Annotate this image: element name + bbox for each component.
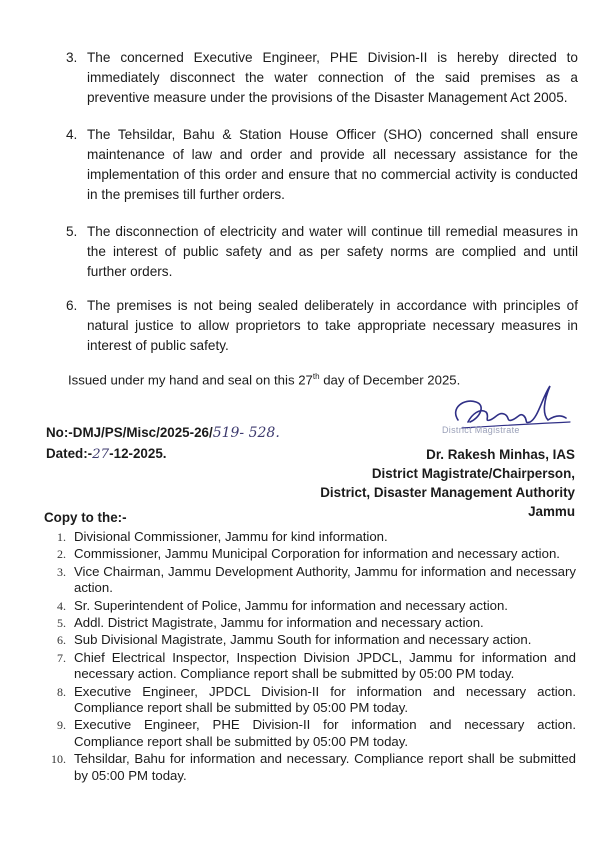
copy-to-heading: Copy to the:- xyxy=(44,510,127,525)
list-item xyxy=(46,717,576,750)
paragraph-5 xyxy=(66,222,578,282)
list-text: Chief Electrical Inspector, Inspection Division JPDCL, Jammu for information and necessary action. Compliance report shall be submitted by 05:00 PM today. xyxy=(74,649,576,682)
paragraph-6 xyxy=(66,296,578,356)
stamp-text: District Magistrate xyxy=(442,425,520,435)
paragraph-4 xyxy=(66,125,578,205)
list-number: 3. xyxy=(57,564,66,579)
paragraph-number: 3. xyxy=(66,50,78,65)
paragraph-number: 6. xyxy=(66,298,78,313)
list-text: Tehsildar, Bahu for information and necessary. Compliance report shall be submitted by 05:00 PM today. xyxy=(74,751,576,783)
paragraph-text: The Tehsildar, Bahu & Station House Officer (SHO) concerned shall ensure maintenance of law and order and provide all necessary assistance for the implementation of this order and ensure that no commercial activity is conducted in the premises till further orders. xyxy=(87,127,578,202)
reference-number xyxy=(46,425,280,441)
list-item xyxy=(46,684,576,717)
list-item xyxy=(46,529,576,545)
list-item xyxy=(46,650,576,683)
list-text: Executive Engineer, JPDCL Division-II for information and necessary action. Compliance report shall be submitted by 05:00 PM today. xyxy=(74,683,576,716)
list-text: Vice Chairman, Jammu Development Authority, Jammu for information and necessary action. xyxy=(74,563,576,596)
paragraph-number: 5. xyxy=(66,224,78,239)
list-number: 10. xyxy=(51,752,66,767)
list-number: 7. xyxy=(57,650,66,665)
issued-text-end: day of December 2025. xyxy=(319,372,461,388)
list-text: Addl. District Magistrate, Jammu for information and necessary action. xyxy=(74,615,484,631)
list-text: Executive Engineer, PHE Division-II for information and necessary action. Compliance report shall be submitted by 05:00 PM today. xyxy=(74,717,576,749)
list-number: 5. xyxy=(57,616,66,631)
date-handwritten: 27 xyxy=(92,447,110,462)
paragraph-text: The premises is not being sealed deliberately in accordance with principles of natural justice to allow proprietors to take appropriate necessary measures in interest of public safety. xyxy=(87,298,578,353)
paragraph-text: The disconnection of electricity and water will continue till remedial measures in the interest of public safety and as per safety norms are complied and until further orders. xyxy=(87,224,578,279)
list-number: 9. xyxy=(57,718,66,733)
paragraph-3 xyxy=(66,48,578,108)
list-text: Sr. Superintendent of Police, Jammu for information and necessary action. xyxy=(74,597,508,613)
issued-statement xyxy=(68,372,460,387)
signatory-block xyxy=(320,445,575,521)
list-number: 1. xyxy=(57,530,66,544)
reference-label: No:-DMJ/PS/Misc/2025-26/ xyxy=(46,425,213,440)
list-text: Divisional Commissioner, Jammu for kind information. xyxy=(74,529,388,544)
list-item xyxy=(46,598,576,614)
paragraph-number: 4. xyxy=(66,127,78,142)
list-item xyxy=(46,564,576,597)
signature-scribble-icon xyxy=(420,378,580,448)
signatory-authority: District, Disaster Management Authority xyxy=(320,485,575,500)
list-number: 8. xyxy=(57,684,66,699)
list-text: Sub Divisional Magistrate, Jammu South for information and necessary action. xyxy=(74,632,532,648)
list-item xyxy=(46,546,576,562)
reference-handwritten: 519- 528. xyxy=(212,425,280,441)
list-number: 4. xyxy=(57,598,66,613)
signatory-title: District Magistrate/Chairperson, xyxy=(371,466,575,481)
list-text: Commissioner, Jammu Municipal Corporation for information and necessary action. xyxy=(74,546,560,562)
issued-text-start: Issued under my hand and seal on this 27 xyxy=(68,372,313,388)
list-item xyxy=(46,615,576,631)
issued-superscript: th xyxy=(312,372,320,381)
list-item xyxy=(46,632,576,648)
date-line xyxy=(46,446,167,462)
signatory-name: Dr. Rakesh Minhas, IAS xyxy=(426,447,575,462)
date-rest: -12-2025. xyxy=(109,446,167,461)
list-item xyxy=(46,751,576,784)
paragraph-text: The concerned Executive Engineer, PHE Division-II is hereby directed to immediately disconnect the water connection of the said premises as a preventive measure under the provisions of the Disaster Management Act 2005. xyxy=(87,50,578,105)
signature xyxy=(420,378,580,448)
date-label: Dated:- xyxy=(46,446,93,461)
copy-to-list xyxy=(46,529,576,785)
list-number: 2. xyxy=(57,547,66,562)
signatory-place: Jammu xyxy=(528,504,575,519)
list-number: 6. xyxy=(57,633,66,648)
